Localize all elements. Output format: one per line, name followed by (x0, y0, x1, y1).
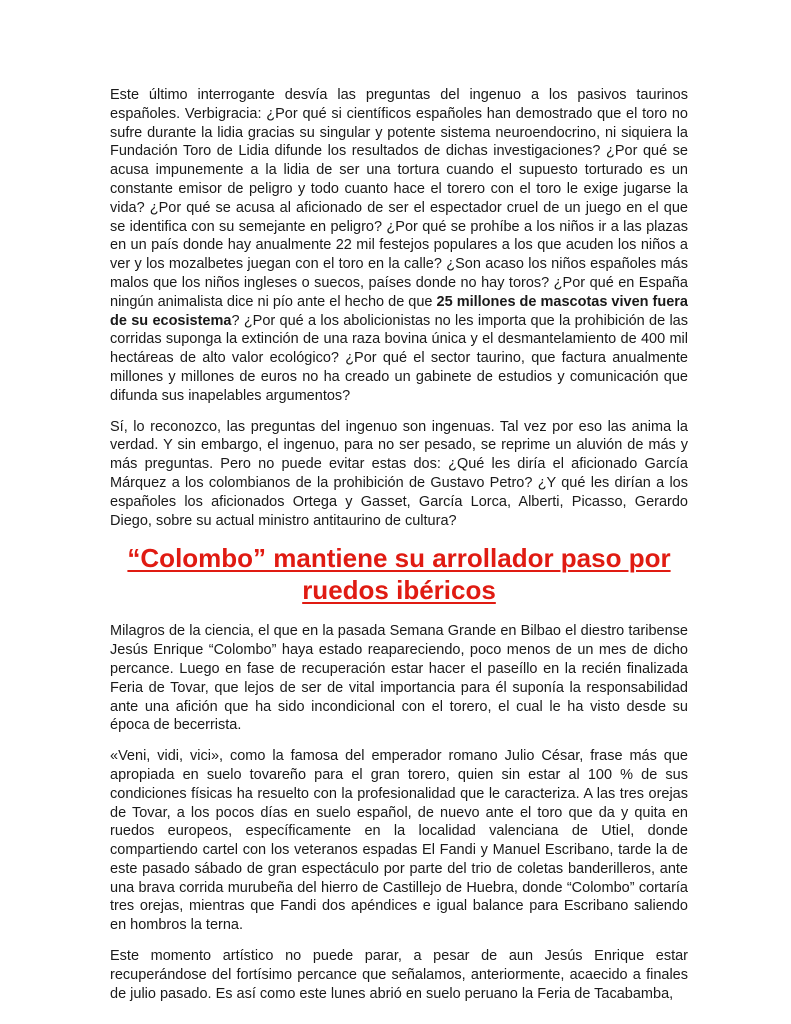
paragraph-momento-artistico: Este momento artístico no puede parar, a pesar de aun Jesús Enrique estar recuperándose del fortísimo percance que señalamos, anteriormente, acaecido a finales de julio pasado. Es así como este lunes abrió en suelo peruano la Feria de Tacabamba, (110, 948, 688, 1002)
article-headline: “Colombo” mantiene su arrollador paso por ruedos ibéricos (127, 543, 671, 606)
paragraph-milagros: Milagros de la ciencia, el que en la pasada Semana Grande en Bilbao el diestro taribense Jesús Enrique “Colombo” haya estado reapareciendo, poco menos de un mes de dicho percance. Luego en fase de recuperación estar hacer el paseíllo en la recién finalizada Feria de Tovar, que lejos de ser de vital importancia para él suponía la responsabilidad ante una afición que ha sido incondicional con el torero, el cual le ha visto desde su época de becerrista. (110, 623, 688, 734)
paragraph-text: ? ¿Por qué a los abolicionistas no les importa que la prohibición de las corridas suponga la extinción de una raza bovina única y el desmantelamiento de 400 mil hectáreas de alto valor ecológico? ¿Por qué el sector taurino, que factura anualmente millones y millones de euros no ha creado un gabinete de estudios y comunicación que difunda sus inapelables argumentos? (110, 312, 688, 404)
paragraph-veni-vidi-vici: «Veni, vidi, vici», como la famosa del emperador romano Julio César, frase más que apropiada en suelo tovareño para el gran torero, quien sin estar al 100 % de sus condiciones físicas ha resuelto con la profesionalidad que le caracteriza. A las tres orejas de Tovar, a los pocos días en suelo español, de nuevo ante el toro que da y quita en ruedos europeos, específicamente en la localidad valenciana de Utiel, donde compartiendo cartel con los veteranos espadas El Fandi y Manuel Escribano, tarde la de este pasado sábado de gran espectáculo por parte del trio de coletas banderilleros, ante una brava corrida murubeña del hierro de Castillejo de Huebra, donde “Colombo” cortaría tres orejas, mientras que Fandi dos apéndices e igual balance para Escribano saliendo en hombros la terna. (110, 748, 688, 934)
paragraph-intro-questions (110, 86, 688, 406)
paragraph-ingenuo: Sí, lo reconozco, las preguntas del ingenuo son ingenuas. Tal vez por eso las anima la verdad. Y sin embargo, el ingenuo, para no ser pesado, se reprime un aluvión de más y más preguntas. Pero no puede evitar estas dos: ¿Qué les diría el aficionado García Márquez a los colombianos de la prohibición de Gustavo Petro? ¿Y qué les dirían a los españoles los aficionados Ortega y Gasset, García Lorca, Alberti, Picasso, Gerardo Diego, sobre su actual ministro antitaurino de cultura? (110, 418, 688, 529)
bold-statement: 25 millones de mascotas viven fuera de su ecosistema (110, 293, 689, 329)
paragraph-text: Este último interrogante desvía las preguntas del ingenuo a los pasivos taurinos españoles. Verbigracia: ¿Por qué si científicos españoles han demostrado que el toro no sufre durante la lidia gracias su singular y potente sistema neuroendocrino, ni siquiera la Fundación Toro de Lidia difunde los resultados de dichas investigaciones? ¿Por qué se acusa impunemente a la lidia de ser una tortura cuando el supuesto torturado es un constante emisor de peligro y todo cuanto hace el torero con el toro le exige jugarse la vida? ¿Por qué se acusa al aficionado de ser el espectador cruel de un juego en el que se identifica con su semejante en peligro? ¿Por qué se prohíbe a los niños ir a las plazas en un país donde hay anualmente 22 mil festejos populares a los que acuden los niños a ver y los mozalbetes juegan con el toro en la calle? ¿Son acaso los niños españoles más malos que los niños ingleses o suecos, países donde no hay toros? ¿Por qué en España ningún animalista dice ni pío ante el hecho de que (110, 87, 688, 310)
